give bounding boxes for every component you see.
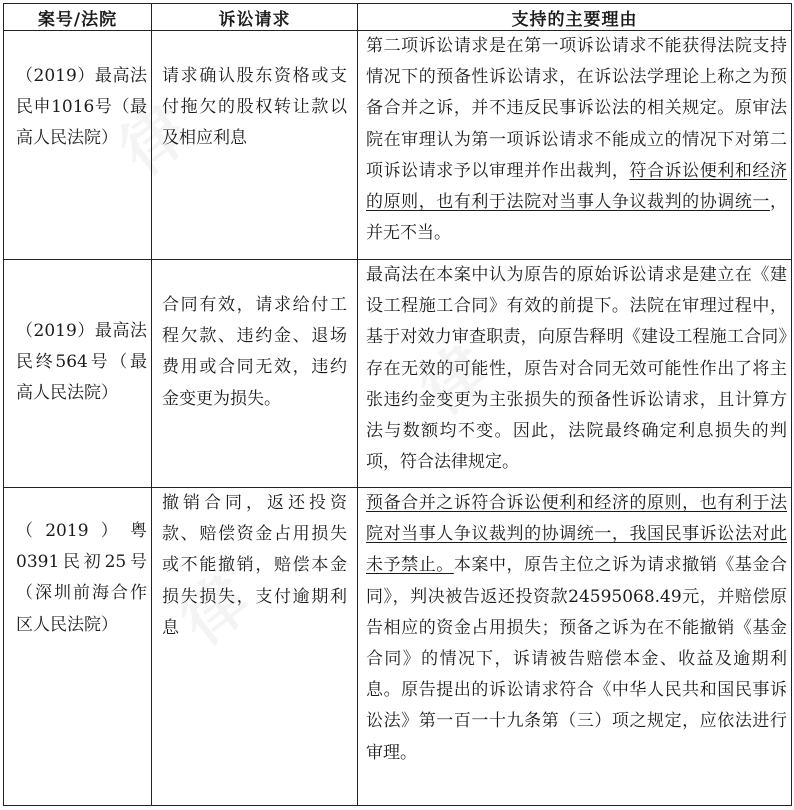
reason-underlined-text: 预备合并之诉符合诉讼便利和经济的原则，也有利于法院对当事人争议裁判的协调统一，我国民事诉讼法对此未予禁止。 bbox=[366, 493, 787, 576]
reason-text: 最高法在本案中认为原告的原始诉讼请求是建立在《建设工程施工合同》有效的前提下。法院在审理过程中，基于对效力审查职责，向原告释明《建设工程施工合同》存在无效的可能性，原告对合同无效可能性作出了将主张违约金变更为主张损失的预备性诉讼请求，且计算方法与数额均不变。因此，法院最终确定利息损失的判项，符合法律规定。 bbox=[366, 265, 787, 473]
reason-cell bbox=[358, 31, 792, 260]
case-cell: （2019）最高法民申1016号（最高人民法院） bbox=[4, 31, 152, 260]
table-row bbox=[4, 488, 792, 806]
claim-cell: 合同有效，请求给付工程欠款、违约金、退场费用或合同无效，违约金变更为损失。 bbox=[152, 260, 358, 488]
reason-cell bbox=[358, 488, 792, 806]
table-row bbox=[4, 260, 792, 488]
claim-cell: 撤销合同，返还投资款、赔偿资金占用损失或不能撤销，赔偿本金损失损失，支付逾期利息 bbox=[152, 488, 358, 806]
case-cell: （2019）最高法民终564号（最高人民法院） bbox=[4, 260, 152, 488]
reason-text: 第二项诉讼请求是在第一项诉讼请求不能获得法院支持情况下的预备性诉讼请求，在诉讼法学理论上称之为预备合并之诉，并不违反民事诉讼法的相关规定。原审法院在审理认为第一项诉讼请求不能成立的情况下对第二项诉讼请求予以审理并作出裁判， bbox=[366, 36, 787, 181]
table-row bbox=[4, 31, 792, 260]
case-table bbox=[3, 3, 792, 806]
reason-tail-text: 本案中，原告主位之诉为请求撤销《基金合同》，判决被告返还投资款24595068.49元，并赔偿原告相应的资金占用损失；预备之诉为在不能撤销《基金合同》的情况下，诉请被告赔偿本金、收益及逾期利息。原告提出的诉讼请求符合《中华人民共和国民事诉讼法》第一百一十九条第（三）项之规定，应依法进行审理。 bbox=[366, 555, 788, 763]
header-case: 案号/法院 bbox=[4, 4, 152, 31]
reason-underlined-text: 符合诉讼便利和经济的原则，也有利于法院对当事人争议裁判的协调统一 bbox=[366, 160, 788, 213]
claim-cell: 请求确认股东资格或支付拖欠的股权转让款以及相应利息 bbox=[152, 31, 358, 260]
reason-cell bbox=[358, 260, 792, 488]
case-cell: （2019）粤0391民初25号（深圳前海合作区人民法院） bbox=[4, 488, 152, 806]
reason-tail-text: ，并无不当。 bbox=[366, 192, 787, 244]
header-reason: 支持的主要理由 bbox=[358, 4, 792, 31]
table-header-row bbox=[4, 4, 792, 31]
header-claim: 诉讼请求 bbox=[152, 4, 358, 31]
